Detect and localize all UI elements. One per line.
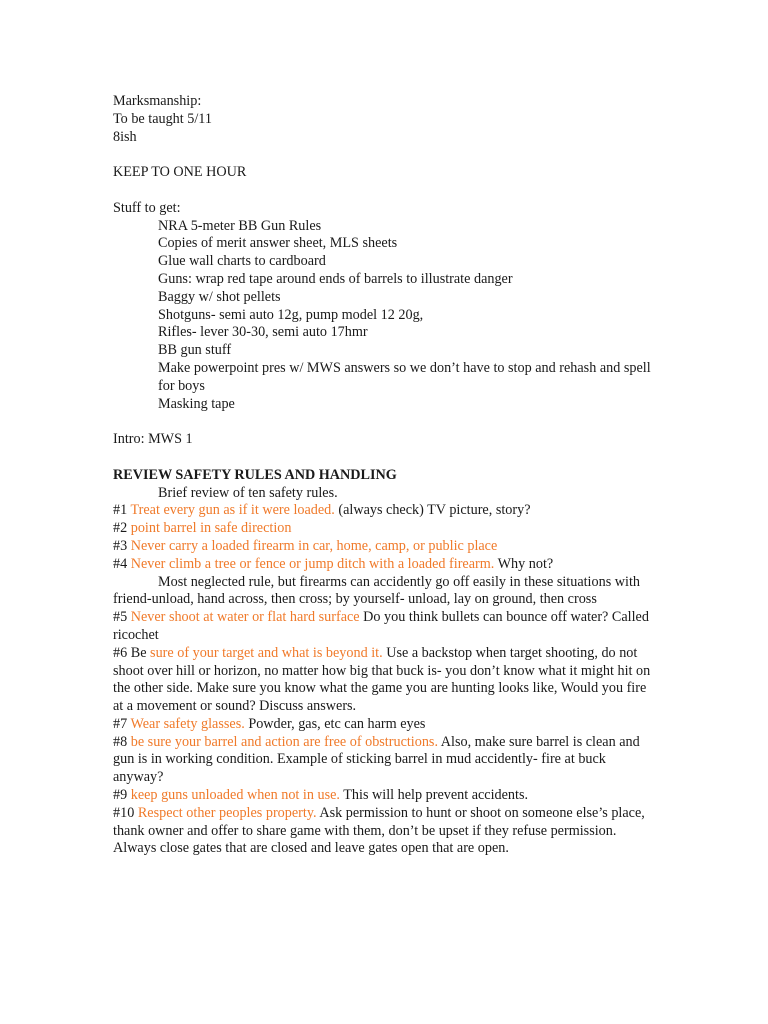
safety-rule-7 [113,716,653,734]
safety-rule-2 [113,520,653,538]
spacer [113,449,653,467]
spacer [113,182,653,200]
rule-note: Ask permission to hunt or shoot on someone else’s place, thank owner and offer to share game with them, don’t be upset if they refuse permission. Always close gates that are closed and leave gates open that are open. [113,804,645,857]
rule-note: (always check) TV picture, story? [334,502,531,519]
safety-rule-8 [113,734,653,787]
rule-number: #9 [113,787,131,804]
stuff-item: Guns: wrap red tape around ends of barrels to illustrate danger [158,270,513,287]
rule-text: Never carry a loaded firearm in car, home, camp, or public place [130,537,498,554]
stuff-item: Masking tape [158,395,235,412]
rule-text: Wear safety glasses. [130,715,245,732]
rule-prefix: Be [130,644,151,661]
stuff-list [113,218,653,414]
stuff-item: Rifles- lever 30-30, semi auto 17hmr [158,324,368,341]
rule-text: Never climb a tree or fence or jump ditch with a loaded firearm. [130,555,495,572]
safety-rule-9 [113,787,653,805]
rule-note: This will help prevent accidents. [339,787,529,804]
taught-time: 8ish [113,128,137,145]
rule-text: sure of your target and what is beyond it. [150,644,383,661]
stuff-item: Make powerpoint pres w/ MWS answers so we don’t have to stop and rehash and spell for boys [158,359,651,394]
rule-number: #1 [113,502,131,519]
rule-text: Respect other peoples property. [137,804,317,821]
stuff-item: Glue wall charts to cardboard [158,253,326,270]
rule-text: keep guns unloaded when not in use. [130,787,340,804]
safety-rule-5 [113,609,653,645]
rule-4-explanation: Most neglected rule, but firearms can accidently go off easily in these situations with friend-unload, hand across, then cross; by yourself- unload, lay on ground, then cross [113,573,640,608]
safety-rule-3 [113,538,653,556]
safety-rule-4 [113,556,653,574]
safety-rule-6 [113,645,653,716]
rule-number: #4 [113,555,131,572]
stuff-item: Baggy w/ shot pellets [158,288,281,305]
rule-text: be sure your barrel and action are free of obstructions. [130,733,439,750]
rule-number: #3 [113,537,131,554]
rule-number: #7 [113,715,131,732]
stuff-item: Shotguns- semi auto 12g, pump model 12 20g, [158,306,424,323]
review-brief: Brief review of ten safety rules. [158,484,338,501]
rule-note: Why not? [494,555,554,572]
intro-line: Intro: MWS 1 [113,431,193,448]
document-page [113,93,653,858]
rule-note: Use a backstop when target shooting, do not shoot over hill or horizon, no matter how big that buck is- you don’t know what it might hit on the other side. Make sure you know what the game you are hunting looks like, Would you fire at a movement or sound? Discuss answers. [113,644,651,715]
rule-number: #10 [113,804,138,821]
stuff-heading: Stuff to get: [113,199,181,216]
spacer [113,413,653,431]
stuff-item: BB gun stuff [158,342,232,359]
rule-number: #6 [113,644,131,661]
doc-title: Marksmanship: [113,93,202,109]
rule-number: #8 [113,733,131,750]
rule-text: Treat every gun as if it were loaded. [130,502,335,519]
rule-note: Do you think bullets can bounce off water? Called ricochet [113,609,649,643]
spacer [113,146,653,164]
rule-note: Powder, gas, etc can harm eyes [244,715,426,732]
rule-text: point barrel in safe direction [130,520,292,537]
duration-note: KEEP TO ONE HOUR [113,164,247,181]
safety-rule-1 [113,502,653,520]
taught-date: To be taught 5/11 [113,110,212,127]
stuff-item: Copies of merit answer sheet, MLS sheets [158,235,398,252]
safety-rule-10 [113,805,653,858]
rule-text: Never shoot at water or flat hard surface [130,609,360,626]
review-heading: REVIEW SAFETY RULES AND HANDLING [113,466,397,483]
stuff-item: NRA 5-meter BB Gun Rules [158,217,322,234]
rule-note: Also, make sure barrel is clean and gun is in working condition. Example of sticking barrel in mud accidently- fire at buck anyway? [113,733,640,786]
rule-number: #5 [113,609,131,626]
rule-number: #2 [113,520,131,537]
